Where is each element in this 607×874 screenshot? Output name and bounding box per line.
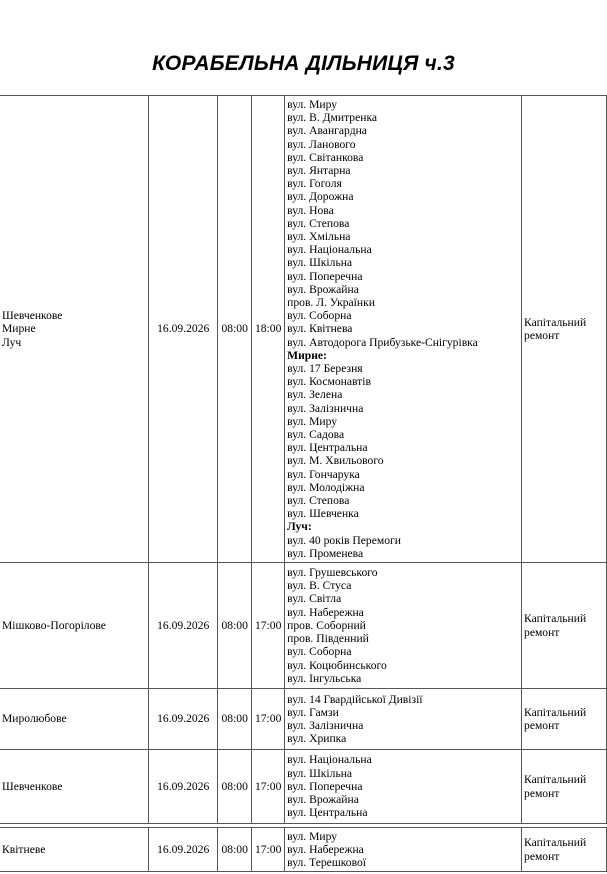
street-item: вул. Ланового [287, 137, 356, 151]
date-cell: 16.09.2026 [149, 96, 218, 563]
street-item: вул. Світла [287, 592, 342, 606]
page-title: КОРАБЕЛЬНА ДІЛЬНИЦЯ ч.3 [152, 52, 455, 75]
street-item: вул. Космонавтів [287, 375, 371, 389]
street-item: вул. Миру [287, 97, 338, 111]
street-item: вул. Поперечна [287, 779, 363, 793]
street-item: вул. Гоголя [287, 177, 342, 191]
settlement-heading: Луч: [287, 520, 312, 534]
street-item: вул. Національна [287, 753, 372, 767]
street-item: вул. Врожайна [287, 793, 359, 807]
work-type-cell: Капітальний ремонт [522, 828, 607, 872]
street-item: вул. Залізнична [287, 401, 364, 415]
work-type-cell: Капітальний ремонт [522, 750, 607, 824]
schedule-table [0, 95, 607, 872]
street-item: вул. В. Дмитренка [287, 111, 378, 125]
settlement-heading: Мирне: [287, 348, 327, 362]
date-cell: 16.09.2026 [149, 750, 218, 824]
street-item: вул. Миру [287, 829, 338, 843]
time-from-cell: 08:00 [218, 563, 252, 689]
time-from-cell: 08:00 [218, 689, 252, 750]
street-item: вул. Степова [287, 216, 350, 230]
table-row [0, 750, 607, 824]
settlement-name: Квітневе [2, 842, 46, 856]
street-item: вул. Степова [287, 494, 350, 508]
street-item: пров. Соборний [287, 618, 366, 632]
work-type-cell: Капітальний ремонт [522, 96, 607, 563]
street-item: вул. Квітнева [287, 322, 353, 336]
settlement-name: Шевченкове [2, 309, 63, 323]
streets-cell [285, 689, 522, 750]
street-item: вул. Врожайна [287, 282, 359, 296]
street-item: вул. Миру [287, 414, 338, 428]
street-item: вул. Гончарука [287, 467, 360, 481]
table-row [0, 563, 607, 689]
street-item: вул. Терешкової [287, 856, 367, 870]
street-item: вул. Садова [287, 428, 345, 442]
settlement-name: Мирне [2, 322, 36, 336]
settlement-cell [0, 828, 149, 872]
date-cell: 16.09.2026 [149, 689, 218, 750]
time-from-cell: 08:00 [218, 96, 252, 563]
street-item: вул. Світанкова [287, 150, 364, 164]
street-item: вул. Янтарна [287, 163, 351, 177]
street-item: вул. Хрипка [287, 732, 347, 746]
street-item: вул. Національна [287, 243, 372, 257]
street-item: вул. Шевченка [287, 507, 359, 521]
street-item: вул. Автодорога Прибузьке-Снігурівка [287, 335, 478, 349]
street-item: вул. М. Хвильового [287, 454, 384, 468]
streets-cell [285, 828, 522, 872]
streets-cell [285, 563, 522, 689]
table-row [0, 689, 607, 750]
time-from-cell: 08:00 [218, 828, 252, 872]
street-item: вул. Дорожна [287, 190, 354, 204]
settlement-cell [0, 96, 149, 563]
street-item: вул. Молодіжна [287, 480, 365, 494]
table-row [0, 96, 607, 563]
time-from-cell: 08:00 [218, 750, 252, 824]
date-cell: 16.09.2026 [149, 828, 218, 872]
streets-cell [285, 750, 522, 824]
street-item: пров. Л. Українки [287, 295, 375, 309]
street-item: вул. Центральна [287, 806, 368, 820]
streets-cell [285, 96, 522, 563]
street-item: вул. Залізнична [287, 719, 364, 732]
settlement-cell [0, 689, 149, 750]
street-item: вул. Зелена [287, 388, 343, 402]
street-item: вул. Шкільна [287, 766, 353, 780]
street-item: вул. 40 років Перемоги [287, 533, 401, 547]
time-to-cell: 17:00 [252, 828, 285, 872]
street-item: вул. Соборна [287, 309, 352, 323]
settlement-name: Луч [2, 335, 22, 349]
time-to-cell: 17:00 [252, 563, 285, 689]
street-item: вул. 14 Гвардійської Дивізії [287, 692, 423, 706]
time-to-cell: 18:00 [252, 96, 285, 563]
street-item: вул. Шкільна [287, 256, 353, 270]
street-item: вул. Хмільна [287, 229, 351, 243]
time-to-cell: 17:00 [252, 750, 285, 824]
street-item: вул. Гамзи [287, 705, 339, 719]
street-item: вул. 17 Березня [287, 362, 363, 375]
street-item: вул. Центральна [287, 441, 368, 455]
work-type-cell: Капітальний ремонт [522, 563, 607, 689]
street-item: вул. Набережна [287, 842, 364, 856]
time-to-cell: 17:00 [252, 689, 285, 750]
settlement-name: Миролюбове [2, 712, 67, 726]
street-item: вул. Променева [287, 546, 364, 560]
street-item: вул. Нова [287, 203, 334, 217]
street-item: вул. Набережна [287, 605, 364, 619]
date-cell: 16.09.2026 [149, 563, 218, 689]
street-item: вул. Соборна [287, 645, 352, 659]
street-item: вул. Грушевського [287, 566, 378, 580]
settlement-name: Мішково-Погорілове [2, 618, 106, 632]
street-item: вул. Авангардна [287, 124, 367, 138]
table-row [0, 828, 607, 872]
settlement-name: Шевченкове [2, 779, 63, 793]
street-item: пров. Південний [287, 632, 369, 646]
work-type-cell: Капітальний ремонт [522, 689, 607, 750]
settlement-cell [0, 563, 149, 689]
street-item: вул. Поперечна [287, 269, 363, 283]
street-item: вул. Коцюбинського [287, 658, 387, 672]
street-item: вул. Інгульська [287, 671, 362, 685]
settlement-cell [0, 750, 149, 824]
street-item: вул. В. Стуса [287, 579, 352, 593]
